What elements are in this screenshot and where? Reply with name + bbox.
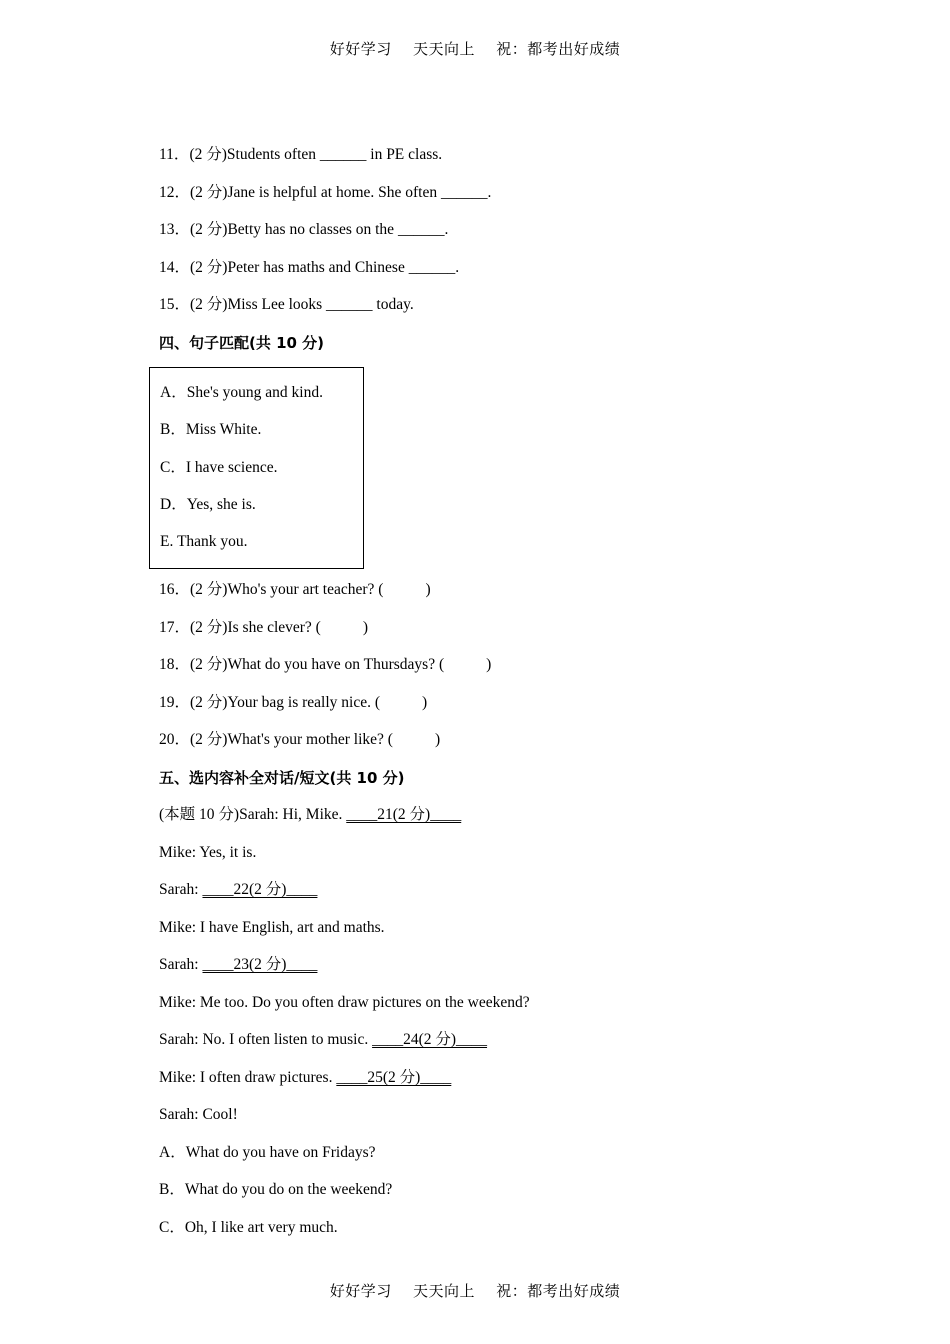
- section-4-title: 四、句子匹配(共 10 分): [159, 333, 325, 352]
- dialogue-blank-24[interactable]: ____24(2 分)____: [372, 1031, 488, 1049]
- match-option-d: D．Yes, she is.: [160, 495, 256, 513]
- question-11: 11．(2 分)Students often ______ in PE class.: [159, 146, 443, 163]
- dialogue-blank-21[interactable]: ____21(2 分)____: [346, 806, 462, 824]
- dialogue-line-1: (本题 10 分)Sarah: Hi, Mike. ____21(2 分)____: [159, 806, 462, 824]
- dialogue-option-c: C．Oh, I like art very much.: [159, 1218, 338, 1236]
- match-option-e: E. Thank you.: [160, 533, 248, 551]
- page-footer: [0, 1280, 950, 1301]
- question-12: 12．(2 分)Jane is helpful at home. She often ______.: [159, 183, 492, 201]
- document-body: [159, 142, 879, 1252]
- question-19: 19．(2 分)Your bag is really nice. ( ): [159, 693, 428, 711]
- question-18: 18．(2 分)What do you have on Thursdays? ( ): [159, 656, 492, 674]
- dialogue-line-9: Sarah: Cool!: [159, 1106, 238, 1124]
- question-20: 20．(2 分)What's your mother like? ( ): [159, 731, 441, 749]
- question-17: 17．(2 分)Is she clever? ( ): [159, 618, 369, 636]
- footer-motto-1: 好好学习: [329, 1282, 392, 1300]
- question-13: 13．(2 分)Betty has no classes on the ______.: [159, 221, 449, 238]
- section-5-title: 五、选内容补全对话/短文(共 10 分): [159, 768, 405, 787]
- dialogue-line-7: Sarah: No. I often listen to music. ____24(2 分)____: [159, 1031, 488, 1049]
- dialogue-option-a: A．What do you have on Fridays?: [159, 1143, 376, 1161]
- dialogue-line-6: Mike: Me too. Do you often draw pictures on the weekend?: [159, 993, 530, 1011]
- dialogue-blank-23[interactable]: ____23(2 分)____: [202, 956, 318, 974]
- footer-motto-3: 祝：都考出好成绩: [496, 1282, 621, 1300]
- question-14: 14．(2 分)Peter has maths and Chinese ______.: [159, 258, 460, 276]
- header-motto-3: 祝：都考出好成绩: [496, 40, 621, 58]
- question-16: 16．(2 分)Who's your art teacher? ( ): [159, 581, 431, 599]
- match-option-b: B．Miss White.: [160, 421, 262, 439]
- footer-motto-2: 天天向上: [412, 1282, 475, 1300]
- header-motto-2: 天天向上: [412, 40, 475, 58]
- dialogue-line-8: Mike: I often draw pictures. ____25(2 分)____: [159, 1068, 452, 1086]
- dialogue-line-4: Mike: I have English, art and maths.: [159, 918, 385, 936]
- header-motto-1: 好好学习: [329, 40, 392, 58]
- match-option-c: C．I have science.: [160, 458, 278, 476]
- question-15: 15．(2 分)Miss Lee looks ______ today.: [159, 296, 414, 313]
- dialogue-blank-25[interactable]: ____25(2 分)____: [336, 1068, 452, 1086]
- dialogue-option-b: B．What do you do on the weekend?: [159, 1181, 393, 1199]
- page-header: [0, 38, 950, 59]
- match-options-box: [149, 367, 364, 569]
- dialogue-line-2: Mike: Yes, it is.: [159, 843, 257, 861]
- dialogue-blank-22[interactable]: ____22(2 分)____: [202, 881, 318, 899]
- match-option-a: A．She's young and kind.: [160, 384, 323, 401]
- dialogue-line-5: Sarah: ____23(2 分)____: [159, 956, 318, 974]
- dialogue-line-3: Sarah: ____22(2 分)____: [159, 881, 318, 899]
